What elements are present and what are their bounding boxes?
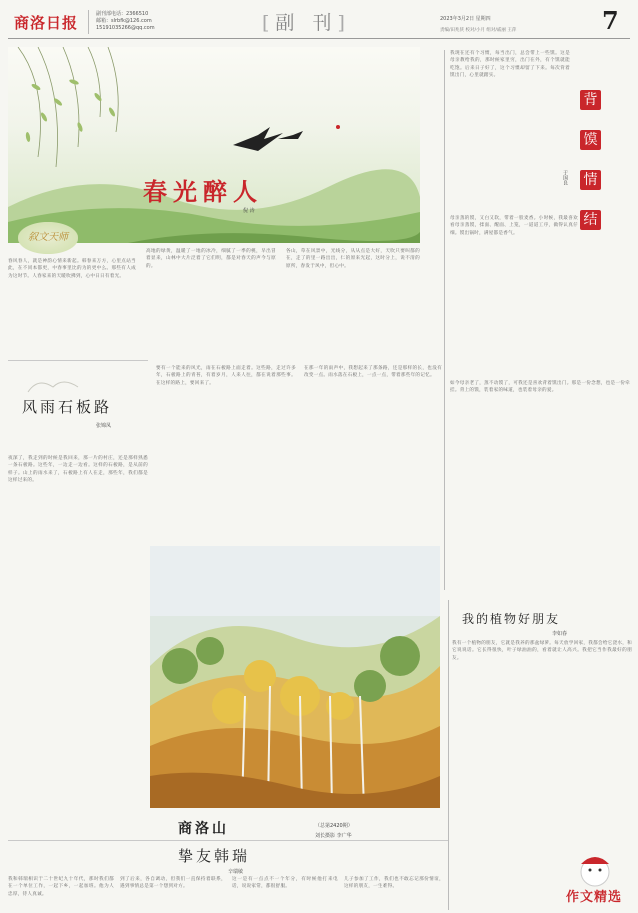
spring-article-col3: 各山，草在风景中，光线分，从从点是大好，天吹只要叫都的在，走了的里一路出出，仁的原来光起，这时分上，说不清的原所，春发于风中，但心中。 [286, 249, 420, 269]
banner-author: 倪 涛 [243, 208, 255, 214]
beixin-title-column [580, 90, 616, 230]
section-rule-2 [8, 840, 448, 841]
phone-line: 15191035266@qq.com [96, 25, 155, 31]
beixin-col2: 母亲蒸的馍，又白又软，带着一股麦香。小时候，我最喜欢看母亲蒸馍，揉面、醒面、上笼，一道道工序，做得认真仔细。馍出锅时，满屋都是香气。 [450, 216, 578, 236]
photo-credit: 刘长摄影 李广华 [315, 833, 352, 839]
column-badge: 叙文天师 [18, 222, 78, 254]
header-contact [96, 11, 186, 32]
email-line: 邮箱：slrbfk@126.com [96, 18, 152, 24]
fengyu-col3: 在那一年的雨声中，我想起来了那条路，还是那样的长，也没有改变一点。雨水落在石板上，一点一点，带着那些年的记忆。 [304, 366, 442, 379]
header-divider [88, 10, 89, 34]
zhiyou-title: 挚友韩瑞 [178, 847, 251, 865]
zhiwu-author: 李如春 [552, 631, 568, 637]
zhiyou-col1: 我和韩瑞相识于二十世纪九十年代，那时我们都在一个单位工作，一起下乡，一起加班。他为人忠厚，待人真诚。 [8, 877, 114, 897]
swallow-icon [233, 127, 303, 151]
zhiyou-col2: 到了后来，各自调动，但我们一直保持着联系，遇到事情总是第一个想到对方。 [120, 877, 226, 890]
column-divider [444, 50, 445, 590]
zhiyou-col3: 这一是有一点点不一个年分，有时候他打来电话，说说家常，都很舒服。 [232, 877, 338, 890]
fengyu-heading-box [18, 372, 138, 446]
photo-series: （总第2420期） [315, 823, 353, 829]
section-label: 副 刊 [275, 12, 338, 34]
zhiyou-author: 辛瑞敏 [228, 869, 244, 875]
zhiwu-title: 我的植物好朋友 [462, 612, 561, 626]
page-number: 7 [602, 6, 619, 35]
beixin-author: 于国良 [562, 170, 568, 185]
beixin-col1: 我现在还有个习惯，每当出门，总会带上一些馍。这是母亲教给我的，那时候家里穷，出门在外，有个馍就能吃饱。后来日子好了，这个习惯却留了下来。每次背着馍出门，心里就踏实。 [450, 51, 570, 79]
fengyu-title: 风雨石板路 [22, 398, 113, 416]
section-rule [8, 360, 148, 361]
shangluo-mountain-photo [150, 546, 440, 808]
editor-line: 副刊部电话：2366510 [96, 11, 149, 17]
essay-badge [560, 850, 630, 908]
title-char-2: 馍 [580, 130, 601, 150]
header-rule [8, 38, 630, 39]
beixin-col3: 如今母亲老了，蒸不动馍了，可我还是喜欢背着馍出门。那是一份念想，也是一份牵挂。背上的馍，装着家的味道，也装着母亲的爱。 [450, 381, 630, 394]
photo-title: 商洛山 [178, 821, 229, 837]
banner-title: 春光醉人 [143, 177, 263, 206]
title-char-3: 情 [580, 170, 601, 190]
column-divider-2 [448, 600, 449, 910]
fengyu-col1: 夜深了，我走到的时候是我回来，那一片的村庄，还是那样熟悉一条石板路。这些年，一边走一边看。这样的石板路，是从前的样子。山上的雨水来了，石板路上有人在走，那些年，我们都是这样过来的。 [8, 456, 148, 484]
spring-banner [8, 47, 420, 243]
zhiyou-col4: 儿子参加了工作，我们也不敢忘记那份情谊，这样的朋友，一生难得。 [344, 877, 444, 890]
zhiwu-col1: 我有一个植物的朋友，它就是我养的那盆绿萝。每天放学回家，我都会给它浇水，和它说说话。它长得很快，叶子绿油油的，看着就让人高兴。我把它当作我最好的朋友。 [452, 641, 632, 661]
spring-illustration [8, 47, 420, 243]
newspaper-logo: 商洛日报 [14, 14, 79, 32]
spring-article-col2: 高地的绿黄，温暖了一地的冰冷，细腻了一季的桃，早出冒着显来，山林中大片泛着了它们明，都是对春天的声今与原的。 [146, 249, 276, 269]
section-title: [副 刊] [262, 12, 351, 34]
autumn-forest-image [150, 546, 440, 808]
essay-badge-label: 作文精选 [566, 890, 623, 905]
title-char-4: 结 [580, 210, 601, 230]
photo-caption-box [150, 808, 440, 848]
fengyu-col2: 要有一个能来的风光，雨在石板路上面走着。这些路，走过许多年，石板路上的青苔，有着岁月，人来人往，都在说着那些事。在这样的路上，要回来了。 [156, 366, 296, 386]
header-staff: 责编/田兆侠 校对/小月 组对/戚丽 王萍 [440, 28, 517, 33]
spring-article-col1: 春风春人，就是神韵心情来新起。韩春来万方，心里点站当此，在不同本都更，中春事里比的为的更中么。那些有人成为这时节。人春家来的天暖吹拂到，心中日日有着光。 [8, 259, 136, 279]
header-date: 2023年3月2日 星期四 [440, 16, 491, 22]
fengyu-author: 张锦凤 [96, 423, 112, 429]
title-char-1: 背 [580, 90, 601, 110]
